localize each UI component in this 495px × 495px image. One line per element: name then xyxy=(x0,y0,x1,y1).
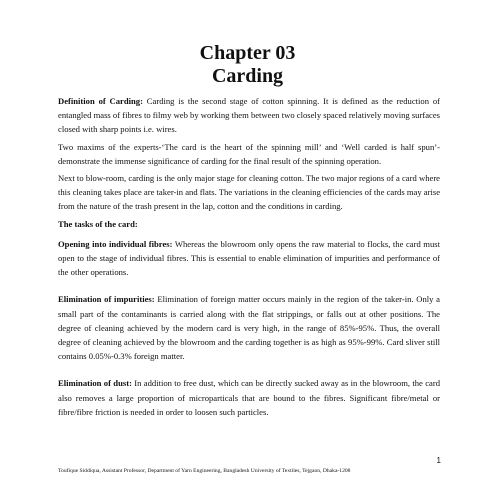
definition-label: Definition of Carding: xyxy=(58,96,143,106)
opening-text: Whereas the blowroom only opens the raw material to flocks, the card must open to the stage of individual fibres. This is essential to enable elimination of impurities and performance of the other operations. xyxy=(58,238,441,278)
chapter-title: Carding xyxy=(211,65,284,87)
document-body xyxy=(58,94,440,425)
opening-paragraph xyxy=(58,237,440,280)
impurities-paragraph xyxy=(58,292,440,363)
page-number: 1 xyxy=(436,456,441,465)
tasks-heading: The tasks of the card: xyxy=(58,218,138,229)
chapter-number: Chapter 03 xyxy=(199,42,296,64)
maxims-paragraph: Two maxims of the experts-‘The card is the heart of the spinning mill’ and ‘Well carded is half spun’-demonstrate the immense significance of carding for the final result of the spinning operation. xyxy=(58,141,440,166)
impurities-label: Elimination of impurities: xyxy=(58,294,155,305)
dust-paragraph xyxy=(58,376,440,419)
page-footer: Toufique Siddiqua, Assistant Professor, Department of Yarn Engineering, Bangladesh University of Textiles, Tejgaon, Dhaka-1208 xyxy=(58,468,351,474)
impurities-text: Elimination of foreign matter occurs mainly in the region of the taker-in. Only a small part of the contaminants is carried along with the flat strippings, or falls out at other positions. The degree of cleaning achieved by the modern card is very high, in the range of 85%-95%. Thus, the overall degree of cleaning achieved by the blowroom and the carding together is as high as 95%-99%. Card sliver still contains 0.05%-0.3% foreign matter. xyxy=(58,294,440,362)
dust-text: In addition to free dust, which can be directly sucked away as in the blowroom, the card also removes a large proportion of microparticals that are bound to the fibres. Significant fibre/metal or fibre/fibre friction is needed in order to loosen such particles. xyxy=(58,378,440,417)
definition-text: Carding is the second stage of cotton spinning. It is defined as the reduction of entangled mass of fibres to filmy web by working them between two closely spaced relatively moving surfaces closed with sharp points i.e. wires. xyxy=(58,96,440,135)
blow-room-paragraph: Next to blow-room, carding is the only major stage for cleaning cotton. The two major regions of a card where this cleaning takes place are taker-in and flats. The variations in the cleaning efficiencies of the cards may arise from the nature of the trash present in the lap, cotton and the conditions in carding. xyxy=(58,173,441,212)
definition-paragraph xyxy=(58,94,440,137)
dust-label: Elimination of dust: xyxy=(58,378,132,389)
opening-label: Opening into individual fibres: xyxy=(58,238,173,249)
